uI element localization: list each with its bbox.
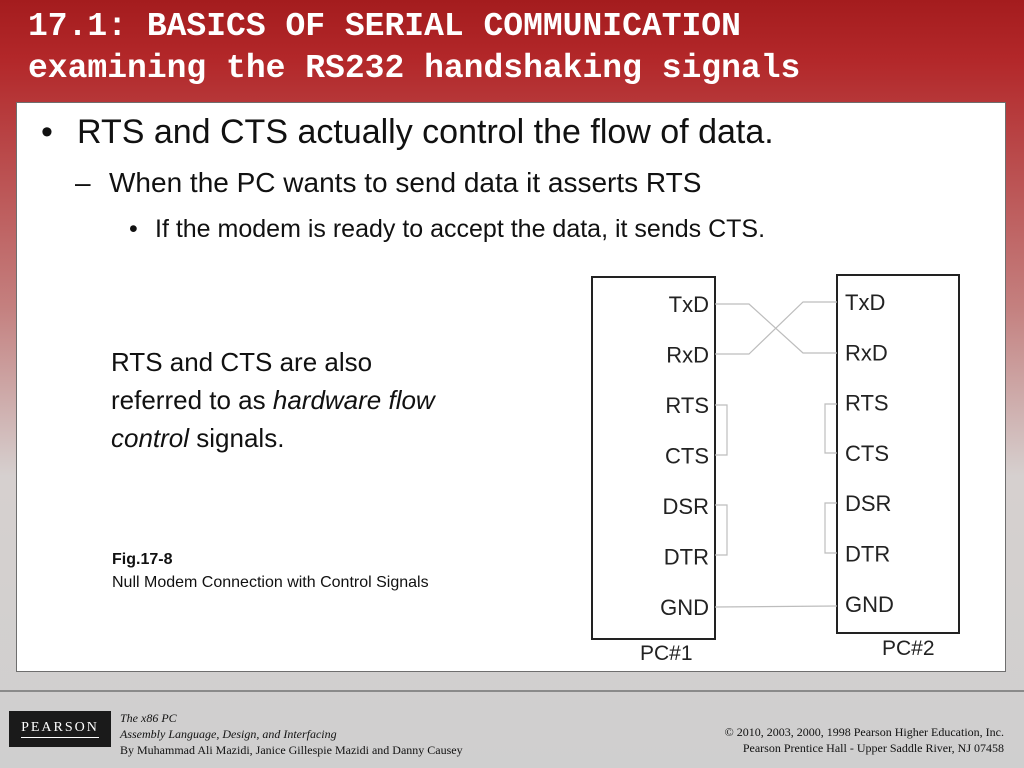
book-info [120, 710, 463, 758]
book-authors: By Muhammad Ali Mazidi, Janice Gillespie Mazidi and Danny Causey [120, 743, 463, 757]
book-title: The x86 PC [120, 711, 177, 725]
pc2-pin-gnd: GND [845, 591, 894, 617]
note-text-end: signals. [189, 423, 285, 453]
content-panel [16, 102, 1006, 672]
pc1-pin-dtr: DTR [663, 544, 709, 570]
pc2-pin-cts: CTS [845, 440, 889, 466]
copyright-text: © 2010, 2003, 2000, 1998 Pearson Higher Education, Inc. [724, 725, 1004, 739]
bullet-text: When the PC wants to send data it asserts RTS [109, 167, 702, 198]
pc2-label: PC#2 [882, 637, 935, 660]
rxd-txd-cross-wire [715, 302, 837, 354]
bullet-level-1 [41, 113, 774, 152]
pc2-pin-dsr: DSR [845, 491, 892, 517]
null-modem-diagram [577, 268, 997, 668]
note-emphasis: hardware flow control [111, 385, 435, 453]
pc2-pin-rxd: RxD [845, 340, 888, 366]
pearson-logo [9, 711, 111, 747]
pc2-dsr-dtr-loop [825, 503, 837, 553]
pc1-pin-rxd: RxD [666, 342, 709, 368]
hardware-flow-note [111, 343, 451, 457]
pc1-rts-cts-loop [715, 405, 727, 455]
bullet-marker: – [75, 167, 91, 198]
figure-number: Fig.17-8 [112, 551, 173, 568]
pc2-pin-txd: TxD [845, 290, 886, 315]
bullet-marker: • [41, 113, 53, 151]
bullet-text: If the modem is ready to accept the data, it sends CTS. [155, 215, 766, 243]
logo-text: PEARSON [21, 720, 99, 738]
figure-caption-text: Null Modem Connection with Control Signals [112, 574, 429, 591]
slide-title [28, 6, 1018, 90]
bullet-marker: • [129, 215, 138, 243]
bullet-level-3 [129, 215, 765, 244]
bullet-text: RTS and CTS actually control the flow of data. [77, 113, 774, 151]
bullet-level-2 [75, 167, 701, 199]
figure-caption [112, 548, 429, 594]
pc1-label: PC#1 [640, 642, 693, 665]
title-line-1: 17.1: BASICS OF SERIAL COMMUNICATION [28, 8, 741, 45]
pc2-pin-rts: RTS [845, 390, 889, 416]
gnd-wire [715, 606, 837, 607]
pc2-rts-cts-loop [825, 404, 837, 453]
note-text: RTS and CTS are also referred to as [111, 347, 373, 415]
pc2-pin-dtr: DTR [845, 541, 891, 567]
pc1-pin-rts: RTS [665, 393, 709, 418]
book-subtitle: Assembly Language, Design, and Interfacing [120, 727, 337, 741]
copyright-info [725, 724, 1004, 756]
pc1-pin-dsr: DSR [662, 494, 709, 519]
footer-divider [0, 690, 1024, 692]
pc1-dsr-dtr-loop [715, 505, 727, 555]
pc1-pin-gnd: GND [660, 595, 709, 620]
title-line-2: examining the RS232 handshaking signals [28, 50, 801, 87]
pc1-pin-txd: TxD [668, 292, 709, 317]
publisher-text: Pearson Prentice Hall - Upper Saddle River, NJ 07458 [742, 741, 1004, 755]
pc1-pin-cts: CTS [665, 443, 709, 469]
